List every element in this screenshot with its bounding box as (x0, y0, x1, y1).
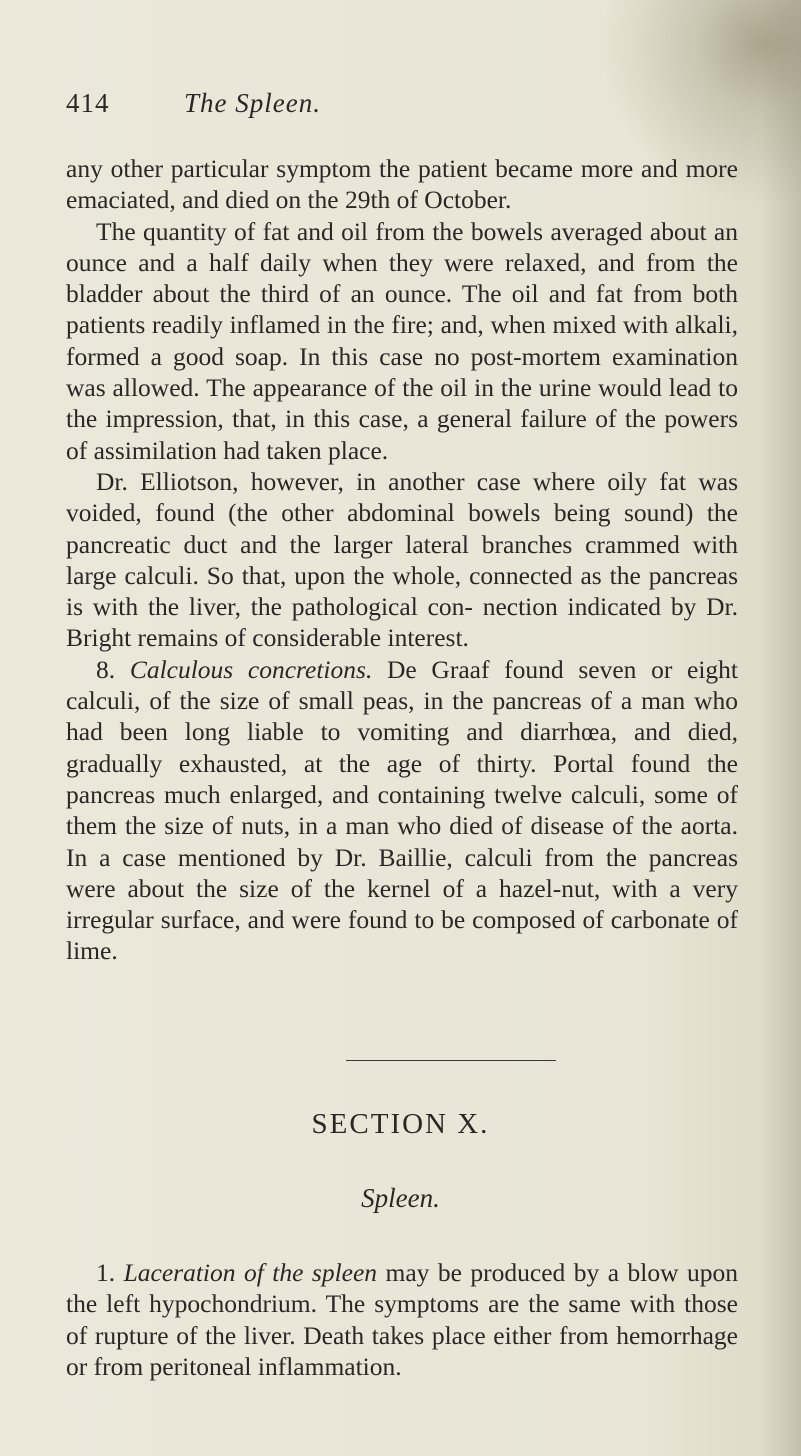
paragraph-continuation (66, 153, 738, 216)
paragraph-text: The quantity of fat and oil from the bowels averaged about an ounce and a half daily when they were relaxed, and from the bladder about the third of an ounce. The oil and fat from both patients readily inflamed in the fire; and, when mixed with alkali, formed a good soap. In this case no post-mortem examination was allowed. The appearance of the oil in the urine would lead to the impression, that, in this case, a general failure of the powers of assimilation had taken place. (66, 216, 738, 465)
body-text (66, 153, 738, 967)
paragraph-calculous-concretions (66, 654, 738, 967)
paragraph-text: any other particular symptom the patient became more and more emaciated, and died on the 29th of October. (66, 154, 738, 215)
paragraph-fat-oil (66, 216, 738, 466)
paragraph-text: Dr. Elliotson, however, in another case where oily fat was voided, found (the other abdominal bowels being sound) the pancreatic duct and the larger lateral branches crammed with large calculi. So that, upon the whole, connected as the pancreas is with the liver, the pathological con- nection indicated by Dr. Bright remains of considerable interest. (66, 466, 738, 653)
section-subtitle: Spleen. (361, 1183, 440, 1213)
page-number: 414 (66, 88, 110, 118)
running-head (66, 88, 735, 128)
item-heading: Calculous concretions. (129, 654, 373, 684)
paragraph-laceration (66, 1257, 738, 1382)
paragraph-text: may be produced by a blow upon the left hypochondrium. The symptoms are the same with those of rupture of the liver. Death takes place either from hemorrhage or from peritoneal inflammation. (66, 1258, 738, 1381)
section-divider (346, 1060, 556, 1061)
section-heading: SECTION X. (311, 1108, 490, 1140)
section-body-text (66, 1257, 738, 1382)
item-number: 8. (96, 654, 116, 684)
running-title: The Spleen. (184, 88, 321, 118)
item-number: 1. (96, 1258, 116, 1287)
paragraph-text: De Graaf found seven or eight calculi, of the size of small peas, in the pancreas of a man who had been long liable to vomiting and diarrhœa, and died, gradually exhausted, at the age of thirty. Portal found the pancreas much enlarged, and containing twelve calculi, some of them the size of nuts, in a man who died of disease of the aorta. In a case mentioned by Dr. Baillie, calculi from the pancreas were about the size of the kernel of a hazel-nut, with a very irregular surface, and were found to be composed of carbonate of lime. (66, 654, 738, 966)
paragraph-elliotson (66, 466, 738, 654)
item-heading: Laceration of the spleen (123, 1258, 378, 1287)
page-edge-shadow (761, 0, 801, 1456)
